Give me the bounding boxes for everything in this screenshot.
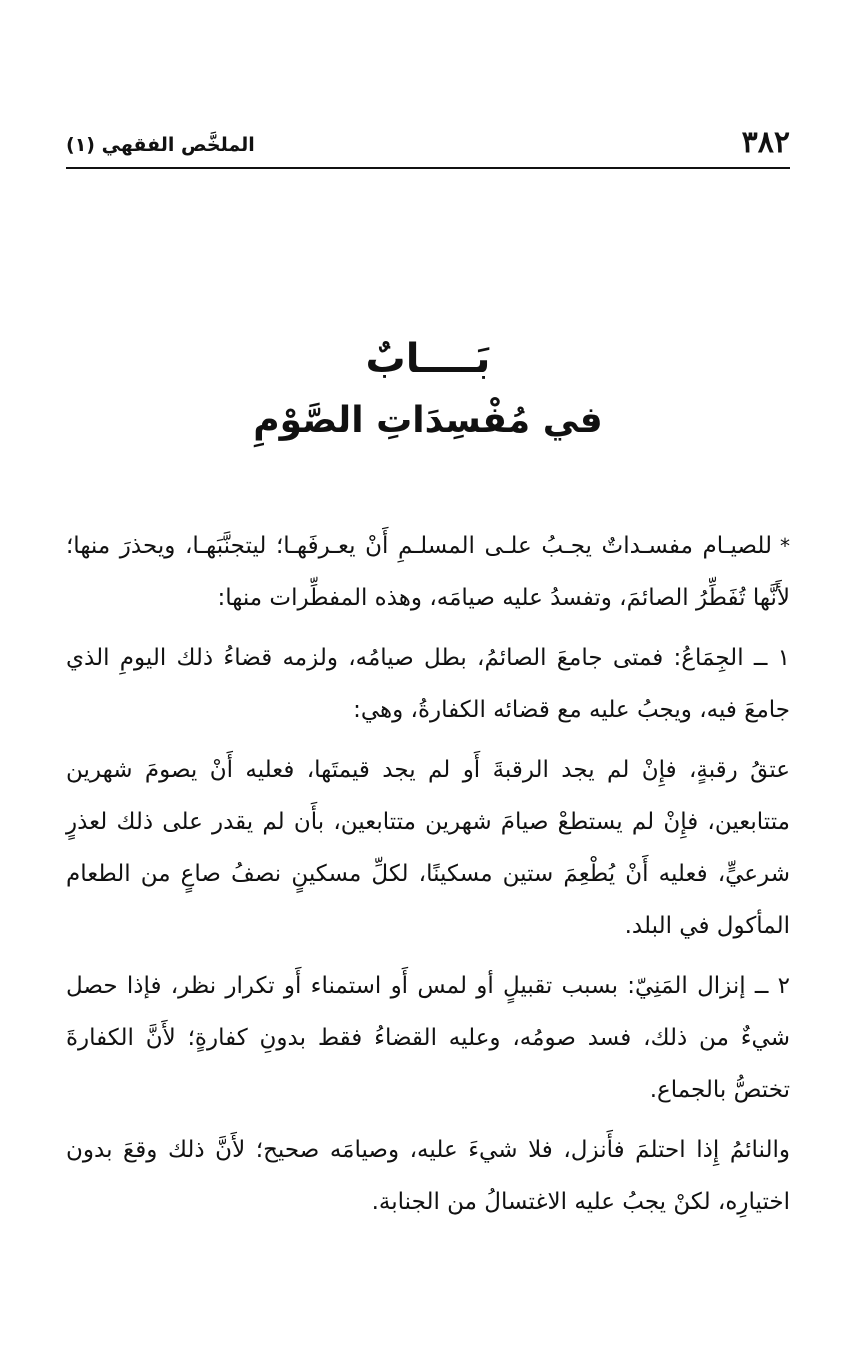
page-header — [66, 125, 790, 169]
intro-text: للصيـام مفسـداتٌ يجـبُ علـى المسلـمِ أَنْ يعـرفَهـا؛ ليتجنَّبَهـا، ويحذرَ منها؛ لأَنَّها تُفَطِّرُ الصائمَ، وتفسدُ عليه صيامَه، وهذه المفطِّرات منها: — [66, 533, 790, 611]
page-number: ٣٨٢ — [741, 125, 790, 160]
asterisk-marker: * — [780, 534, 790, 558]
item-1-continuation: عتقُ رقبةٍ، فإِنْ لم يجد الرقبةَ أَو لم يجد قيمتَها، فعليه أَنْ يصومَ شهرين متتابعين، فإِنْ لم يستطعْ صيامَ شهرين متتابعين، بأَن لم يقدر على ذلك لعذرٍ شرعيٍّ، فعليه أَنْ يُطْعِمَ ستين مسكينًا، لكلِّ مسكينٍ نصفُ صاعٍ من الطعام المأكول في البلد. — [66, 757, 790, 939]
item-1-paragraph: ١ ــ الجِمَاعُ: فمتى جامعَ الصائمُ، بطل صيامُه، ولزمه قضاءُ ذلك اليومِ الذي جامعَ فيه، ويجبُ عليه مع قضائه الكفارةُ، وهي: — [66, 645, 790, 723]
chapter-heading — [66, 330, 790, 450]
item-2-continuation: والنائمُ إِذا احتلمَ فأَنزل، فلا شيءَ عليه، وصيامَه صحيح؛ لأَنَّ ذلك وقعَ بدون اختيارِه، لكنْ يجبُ عليه الاغتسالُ من الجنابة. — [66, 1137, 790, 1215]
item-2-paragraph: ٢ ــ إنزال المَنِيّ: بسبب تقبيلٍ أو لمس أَو استمناء أَو تكرار نظر، فإذا حصل شيءٌ من ذلك، فسد صومُه، وعليه القضاءُ فقط بدونِ كفارةٍ؛ لأَنَّ الكفارةَ تختصُّ بالجماع. — [66, 973, 790, 1103]
body-text — [66, 520, 790, 1236]
chapter-label: بَــــابٌ — [365, 336, 491, 382]
chapter-title: في مُفْسِدَاتِ الصَّوْمِ — [253, 400, 603, 441]
intro-paragraph — [66, 520, 790, 624]
running-title: الملخَّص الفقهي (١) — [66, 134, 255, 156]
